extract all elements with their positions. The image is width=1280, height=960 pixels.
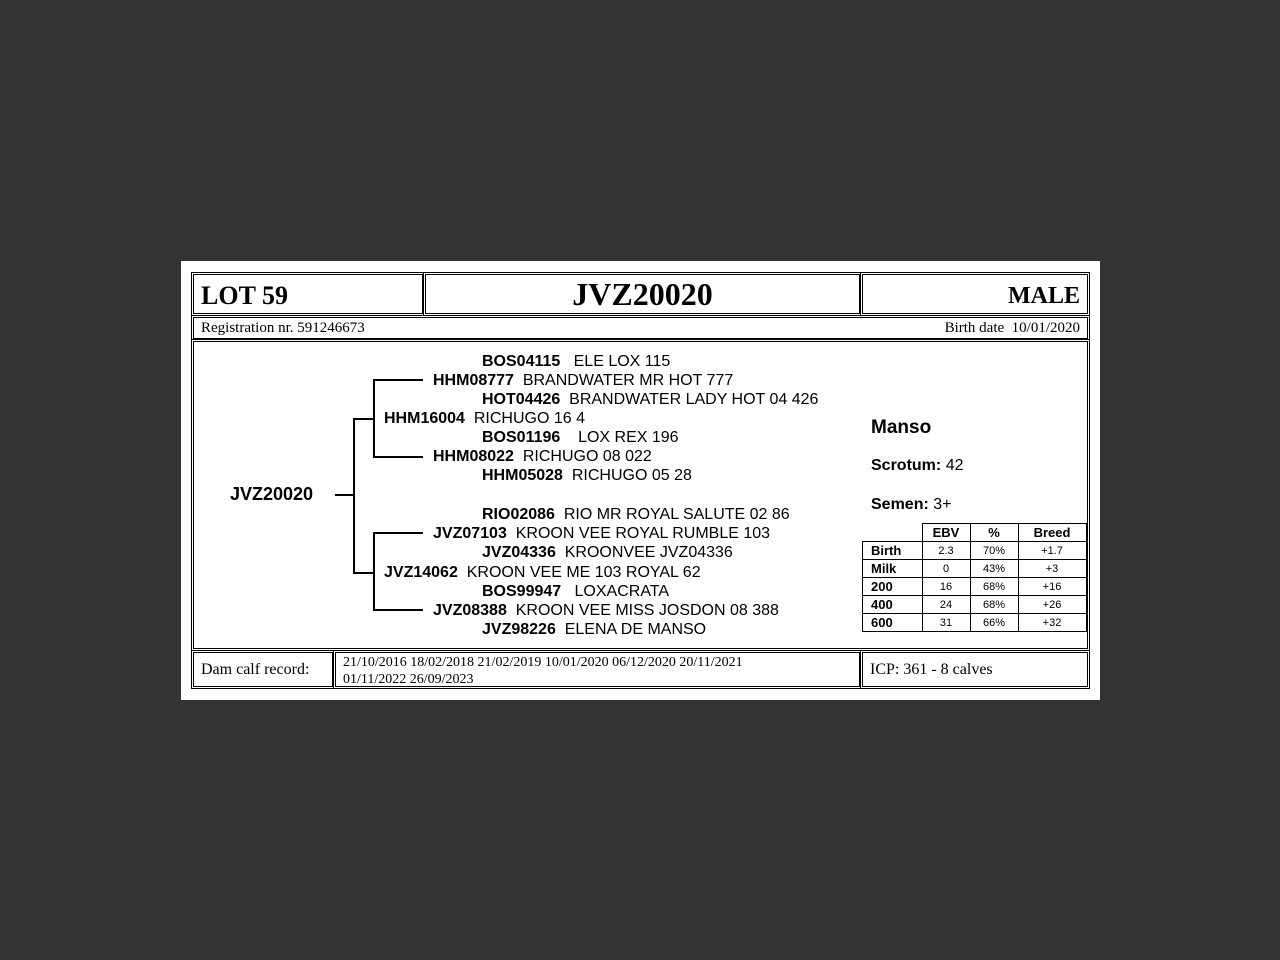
- lot-card: [181, 261, 1100, 700]
- animal-id-title: JVZ20020: [572, 276, 713, 312]
- semen-label: Semen:: [871, 496, 929, 513]
- pedigree-code: JVZ08388: [433, 602, 507, 619]
- pedigree-entry: [482, 620, 706, 635]
- pedigree-entry: [482, 466, 692, 485]
- pedigree-entry: [433, 524, 770, 543]
- pedigree-name: KROON VEE MISS JOSDON 08 388: [515, 602, 779, 619]
- animal-id-cell: [423, 272, 862, 316]
- pedigree-name: RICHUGO 16 4: [473, 410, 585, 427]
- semen-info: [871, 495, 952, 514]
- pedigree-entry: [384, 563, 701, 582]
- ebv-breed: +26: [1018, 596, 1086, 614]
- pedigree-connector: [373, 532, 423, 534]
- ebv-breed: +3: [1018, 560, 1086, 578]
- subject-code: JVZ20020: [230, 484, 314, 504]
- pedigree-code: JVZ14062: [384, 564, 458, 581]
- ebv-row: [863, 596, 1087, 614]
- pedigree-code: HHM05028: [482, 467, 563, 484]
- pedigree-name: RICHUGO 08 022: [522, 448, 652, 465]
- ebv-percent: 66%: [970, 614, 1018, 632]
- ebv-breed: +32: [1018, 614, 1086, 632]
- pedigree-name: ELE LOX 115: [573, 353, 671, 370]
- pedigree-code: HHM08022: [433, 448, 514, 465]
- ebv-row: [863, 542, 1087, 560]
- ebv-percent: 43%: [970, 560, 1018, 578]
- ebv-header: %: [970, 524, 1018, 542]
- ebv-header: EBV: [922, 524, 970, 542]
- pedigree-connector: [373, 609, 423, 611]
- pedigree-connector: [353, 572, 373, 574]
- pedigree-code: BOS04115: [482, 353, 561, 370]
- ebv-row: [863, 614, 1087, 632]
- pedigree-entry: [433, 371, 733, 390]
- pedigree-subject: [230, 485, 313, 504]
- ebv-percent: 70%: [970, 542, 1018, 560]
- pedigree-connector: [373, 532, 375, 610]
- pedigree-entry: [433, 601, 779, 620]
- pedigree-entry: [482, 582, 669, 601]
- pedigree-entry: [384, 409, 585, 428]
- scrotum-label: Scrotum:: [871, 457, 942, 474]
- dam-calf-record-cell: [333, 650, 862, 689]
- pedigree-connector: [353, 418, 355, 573]
- dam-calf-dates-line: 21/10/2016 18/02/2018 21/02/2019 10/01/2020 06/12/2020 20/11/2021: [343, 655, 743, 670]
- icp-cell: [860, 650, 1090, 689]
- pedigree-name: RIO MR ROYAL SALUTE 02 86: [563, 506, 790, 523]
- pedigree-name: RICHUGO 05 28: [571, 467, 692, 484]
- ebv-value: 16: [922, 578, 970, 596]
- pedigree-connector: [353, 418, 373, 420]
- birth-date: Birth date 10/01/2020: [944, 320, 1080, 336]
- pedigree-code: HOT04426: [482, 391, 561, 408]
- pedigree-code: JVZ98226: [482, 621, 556, 635]
- pedigree-entry: [482, 505, 790, 524]
- pedigree-code: BOS99947: [482, 583, 562, 600]
- pedigree-entry: [482, 428, 679, 447]
- pedigree-code: JVZ07103: [433, 525, 507, 542]
- ebv-value: 2.3: [922, 542, 970, 560]
- ebv-breed: +16: [1018, 578, 1086, 596]
- registration-row: [191, 315, 1090, 341]
- ebv-table: [862, 523, 1087, 632]
- ebv-row-label: 600: [863, 614, 923, 632]
- ebv-breed: +1.7: [1018, 542, 1086, 560]
- lot-number: LOT 59: [201, 281, 288, 310]
- pedigree-entry: [433, 447, 652, 466]
- scrotum-value: 42: [945, 457, 964, 474]
- scrotum-info: [871, 456, 963, 475]
- pedigree-entry: [482, 543, 733, 562]
- ebv-row-label: Birth: [863, 542, 923, 560]
- pedigree-name: LOX REX 196: [578, 429, 679, 446]
- breeder-name: Manso: [871, 417, 932, 438]
- pedigree-name: KROON VEE ME 103 ROYAL 62: [466, 564, 701, 581]
- pedigree-entry: [482, 390, 818, 409]
- ebv-corner: [863, 524, 923, 542]
- ebv-header-row: [863, 524, 1087, 542]
- pedigree-code: HHM16004: [384, 410, 465, 427]
- pedigree-code: HHM08777: [433, 372, 514, 389]
- ebv-row-label: 200: [863, 578, 923, 596]
- ebv-value: 24: [922, 596, 970, 614]
- pedigree-name: ELENA DE MANSO: [564, 621, 707, 635]
- dam-calf-dates-line: 01/11/2022 26/09/2023: [343, 672, 474, 687]
- ebv-percent: 68%: [970, 596, 1018, 614]
- pedigree-code: JVZ04336: [482, 544, 556, 561]
- pedigree-name: KROONVEE JVZ04336: [564, 544, 733, 561]
- lot-cell: [191, 272, 425, 316]
- pedigree-code: BOS01196: [482, 429, 561, 446]
- ebv-value: 0: [922, 560, 970, 578]
- pedigree-connector: [373, 379, 423, 381]
- ebv-row-label: Milk: [863, 560, 923, 578]
- pedigree-code: RIO02086: [482, 506, 555, 523]
- ebv-row: [863, 578, 1087, 596]
- pedigree-connector: [373, 456, 423, 458]
- ebv-header: Breed: [1018, 524, 1086, 542]
- ebv-row: [863, 560, 1087, 578]
- icp-value: ICP: 361 - 8 calves: [870, 661, 993, 678]
- pedigree-name: BRANDWATER LADY HOT 04 426: [569, 391, 819, 408]
- pedigree-connector: [373, 379, 375, 457]
- pedigree-name: BRANDWATER MR HOT 777: [522, 372, 734, 389]
- ebv-row-label: 400: [863, 596, 923, 614]
- pedigree-name: LOXACRATA: [574, 583, 670, 600]
- dam-calf-label-cell: [191, 650, 335, 689]
- sex-label: MALE: [1008, 283, 1080, 309]
- pedigree-name: KROON VEE ROYAL RUMBLE 103: [515, 525, 771, 542]
- dam-calf-label: Dam calf record:: [201, 661, 310, 678]
- ebv-value: 31: [922, 614, 970, 632]
- pedigree-connector: [335, 494, 353, 496]
- semen-value: 3+: [933, 496, 952, 513]
- registration-number: Registration nr. 591246673: [201, 320, 365, 336]
- ebv-percent: 68%: [970, 578, 1018, 596]
- sex-cell: [860, 272, 1090, 316]
- pedigree-entry: [482, 352, 670, 371]
